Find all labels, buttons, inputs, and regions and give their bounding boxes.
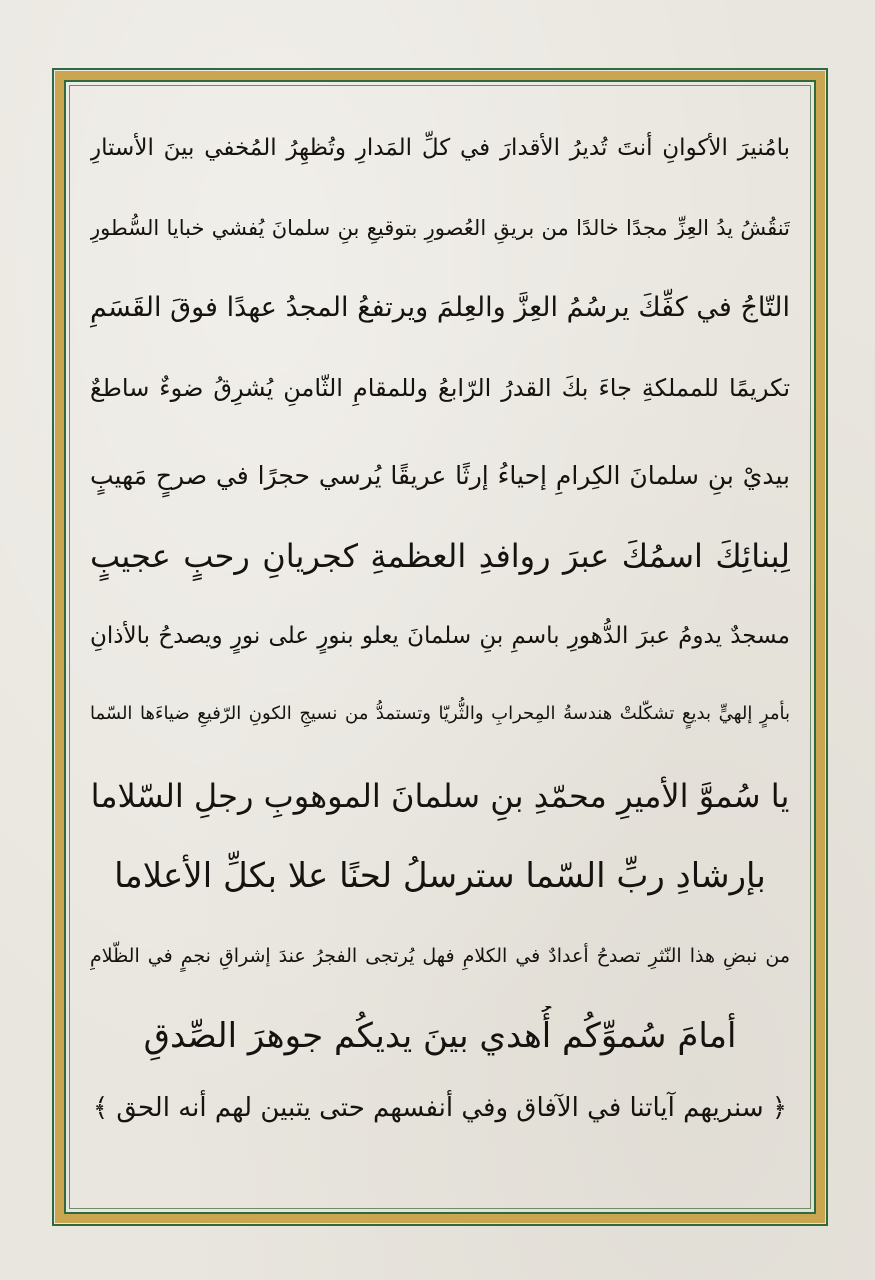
poem-line-11: من نبضِ هذا النّثرِ تصدحُ أعدادٌ في الكلامِ فهل يُرتجى الفجرُ عندَ إشراقِ نجمٍ في الظّلامِ bbox=[90, 945, 790, 967]
poem-line-7: مسجدٌ يدومُ عبرَ الدُّهورِ باسمِ بنِ سلمانَ يعلو بنورٍ على نورٍ ويصدحُ بالأذانِ bbox=[90, 623, 790, 649]
poem-line-8: بأمرٍ إلهيٍّ بديعٍ تشكّلتْ هندسةُ المِحرابِ والثُّريّا وتستمدُّ من نسيجِ الكونِ الرّفيعِ ضياءَها السّما bbox=[90, 703, 790, 724]
poem-line-1: بامُنيرَ الأكوانِ أنتَ تُديرُ الأقدارَ في كلِّ المَدارِ وتُظهِرُ المُخفي بينَ الأستارِ bbox=[90, 135, 790, 161]
calligraphy-text-block bbox=[90, 118, 790, 1188]
poem-line-12: أمامَ سُموِّكُم أُهدي بينَ يديكُم جوهرَ الصِّدقِ bbox=[143, 1016, 737, 1056]
poem-line-6: لِبنائِكَ اسمُكَ عبرَ روافدِ العظمةِ كجريانِ رحبٍ عجيبٍ bbox=[90, 537, 790, 575]
poem-line-4: تكريمًا للمملكةِ جاءَ بكَ القدرُ الرّابعُ وللمقامِ الثّامنِ يُشرِقُ ضوءٌ ساطعٌ bbox=[90, 374, 790, 402]
quran-verse-line: ﴿ سنريهم آياتنا في الآفاق وفي أنفسهم حتى يتبين لهم أنه الحق ﴾ bbox=[92, 1093, 788, 1123]
poem-line-3: التّاجُ في كفِّكَ يرسُمُ العِزَّ والعِلمَ ويرتفعُ المجدُ عهدًا فوقَ القَسَمِ bbox=[90, 292, 790, 323]
poem-line-10: بإرشادِ ربِّ السّما سترسلُ لحنًا علا بكلِّ الأعلاما bbox=[114, 856, 766, 896]
poem-line-9: يا سُموَّ الأميرِ محمّدِ بنِ سلمانَ الموهوبِ رجلِ السّلاما bbox=[90, 777, 790, 815]
poem-line-2: تَنقُشُ يدُ العِزِّ مجدًا خالدًا من بريقِ العُصورِ بتوقيعِ بنِ سلمانَ يُفشي خبايا السُّطورِ bbox=[90, 216, 790, 240]
poem-line-5: بيديْ بنِ سلمانَ الكِرامِ إحياءُ إرثًا عريقًا يُرسي حجرًا في صرحٍ مَهيبٍ bbox=[90, 461, 790, 490]
